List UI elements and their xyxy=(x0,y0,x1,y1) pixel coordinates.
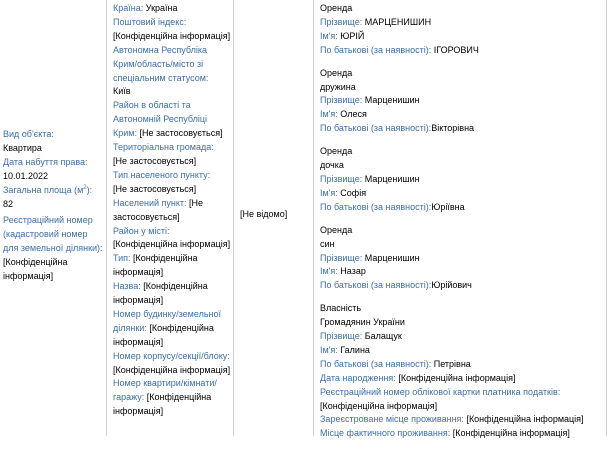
settlement-label: Населений пункт: xyxy=(113,197,187,208)
registered-address-label: Зареєстроване місце проживання: xyxy=(320,414,464,425)
right-type: Оренда xyxy=(320,146,353,157)
postal-code-label: Поштовий індекс: xyxy=(113,16,187,27)
ownership-entry xyxy=(320,302,605,441)
name-value: Олеся xyxy=(340,109,367,120)
surname-label: Прізвище: xyxy=(320,331,363,342)
object-info-cell xyxy=(3,128,103,284)
owner-entry xyxy=(320,67,605,137)
regnum-label: Реєстраційний номер (кадастровий номер для земельної ділянки): xyxy=(3,215,103,254)
surname-label: Прізвище: xyxy=(320,252,363,263)
community-label: Територіальна громада: xyxy=(113,142,214,153)
building-number-label: Номер будинку/земельної ділянки: xyxy=(113,308,221,333)
column-divider xyxy=(106,0,107,436)
column-divider xyxy=(606,0,607,436)
settlement-type-value: [Не застосовується] xyxy=(113,183,197,194)
tax-id-label: Реєстраційний номер облікової картки платника податків: xyxy=(320,386,561,397)
region-label: Автономна Республіка Крим/область/місто зі спеціальним статусом: xyxy=(113,44,209,83)
acquired-date-value: 10.01.2022 xyxy=(3,170,49,181)
patronymic-label: По батькові (за наявності): xyxy=(320,44,432,55)
birthdate-label: Дата народження: xyxy=(320,372,396,383)
street-type-value: [Конфіденційна інформація] xyxy=(113,253,198,278)
actual-address-value: [Конфіденційна інформація] xyxy=(452,428,570,439)
value-cell xyxy=(240,208,310,222)
city-district-value: [Конфіденційна інформація] xyxy=(113,239,231,250)
patronymic-label: По батькові (за наявності): xyxy=(320,358,432,369)
name-label: Ім'я: xyxy=(320,109,338,120)
patronymic-label: По батькові (за наявності): xyxy=(320,123,432,134)
right-type: Оренда xyxy=(320,3,353,13)
name-value: Галина xyxy=(340,344,370,355)
surname-label: Прізвище: xyxy=(320,16,363,27)
column-divider xyxy=(313,0,314,436)
relation: син xyxy=(320,238,335,249)
patronymic-value: Юріївна xyxy=(431,201,465,212)
building-number-value: [Конфіденційна інформація] xyxy=(113,322,214,347)
settlement-value: [Не застосовується] xyxy=(113,197,204,222)
registered-address-value: [Конфіденційна інформація] xyxy=(466,414,584,425)
surname-value: Марценишин xyxy=(364,173,420,184)
area-label: Загальна площа (м xyxy=(3,184,84,195)
patronymic-value: Юрійович xyxy=(431,280,472,291)
regnum-value: [Конфіденційна інформація] xyxy=(3,257,68,282)
apartment-number-value: [Конфіденційна інформація] xyxy=(113,392,212,417)
region-value: Київ xyxy=(113,86,131,97)
object-type-label: Вид об'єкта: xyxy=(3,129,54,139)
block-number-value: [Конфіденційна інформація] xyxy=(113,364,231,375)
patronymic-value: Вікторівна xyxy=(431,123,475,134)
column-divider xyxy=(233,0,234,436)
area-value: 82 xyxy=(3,198,14,209)
name-value: Софія xyxy=(340,187,367,198)
street-name-label: Назва: xyxy=(113,281,141,292)
name-label: Ім'я: xyxy=(320,266,338,277)
surname-label: Прізвище: xyxy=(320,173,363,184)
area-label-suffix: ): xyxy=(86,184,93,195)
name-label: Ім'я: xyxy=(320,344,338,355)
surname-value: Марценишин xyxy=(364,95,420,106)
name-value: ЮРІЙ xyxy=(340,30,365,41)
acquired-date-label: Дата набуття права: xyxy=(3,156,88,167)
postal-code-value: [Конфіденційна інформація] xyxy=(113,30,231,41)
surname-value: Балащук xyxy=(364,331,402,342)
patronymic-value: ІГОРОВИЧ xyxy=(433,44,479,55)
patronymic-label: По батькові (за наявності): xyxy=(320,201,432,212)
name-value: Назар xyxy=(340,266,366,277)
owner-entry xyxy=(320,224,605,294)
actual-address-label: Місце фактичного проживання: xyxy=(320,428,451,439)
right-type: Власність xyxy=(320,303,362,314)
block-number-label: Номер корпусу/секції/блоку: xyxy=(113,350,230,361)
name-label: Ім'я: xyxy=(320,187,338,198)
community-value: [Не застосовується] xyxy=(113,155,197,166)
apartment-number-label: Номер квартири/кімнати/гаражу: xyxy=(113,378,217,403)
owners-cell xyxy=(320,2,605,450)
owner-entry xyxy=(320,145,605,215)
surname-value: Марценишин xyxy=(364,252,420,263)
street-type-label: Тип: xyxy=(113,253,131,264)
patronymic-value: Петрівна xyxy=(433,358,471,369)
right-type: Оренда xyxy=(320,224,353,235)
right-type: Оренда xyxy=(320,67,353,78)
birthdate-value: [Конфіденційна інформація] xyxy=(398,372,516,383)
object-type-value: Квартира xyxy=(3,142,42,153)
surname-value: МАРЦЕНИШИН xyxy=(364,16,432,27)
address-cell xyxy=(113,2,231,419)
area-field xyxy=(3,184,103,212)
street-name-value: [Конфіденційна інформація] xyxy=(113,281,208,306)
owner-entry xyxy=(320,2,605,58)
district-label: Район в області та Автономній Республіці Крим: xyxy=(113,100,208,139)
patronymic-label: По батькові (за наявності): xyxy=(320,280,432,291)
city-district-label: Район у місті: xyxy=(113,225,170,236)
district-value: [Не застосовується] xyxy=(139,128,223,139)
name-label: Ім'я: xyxy=(320,30,338,41)
area-unit-superscript: 2 xyxy=(83,184,87,191)
value-unknown: [Не відомо] xyxy=(240,209,288,219)
tax-id-value: [Конфіденційна інформація] xyxy=(320,400,438,411)
country-value: Україна xyxy=(145,3,178,13)
citizenship: Громадянин України xyxy=(320,317,405,328)
relation: дружина xyxy=(320,81,356,92)
surname-label: Прізвище: xyxy=(320,95,363,106)
settlement-type-label: Тип населеного пункту: xyxy=(113,169,211,180)
country-label: Країна: xyxy=(113,3,144,13)
relation: дочка xyxy=(320,160,344,171)
